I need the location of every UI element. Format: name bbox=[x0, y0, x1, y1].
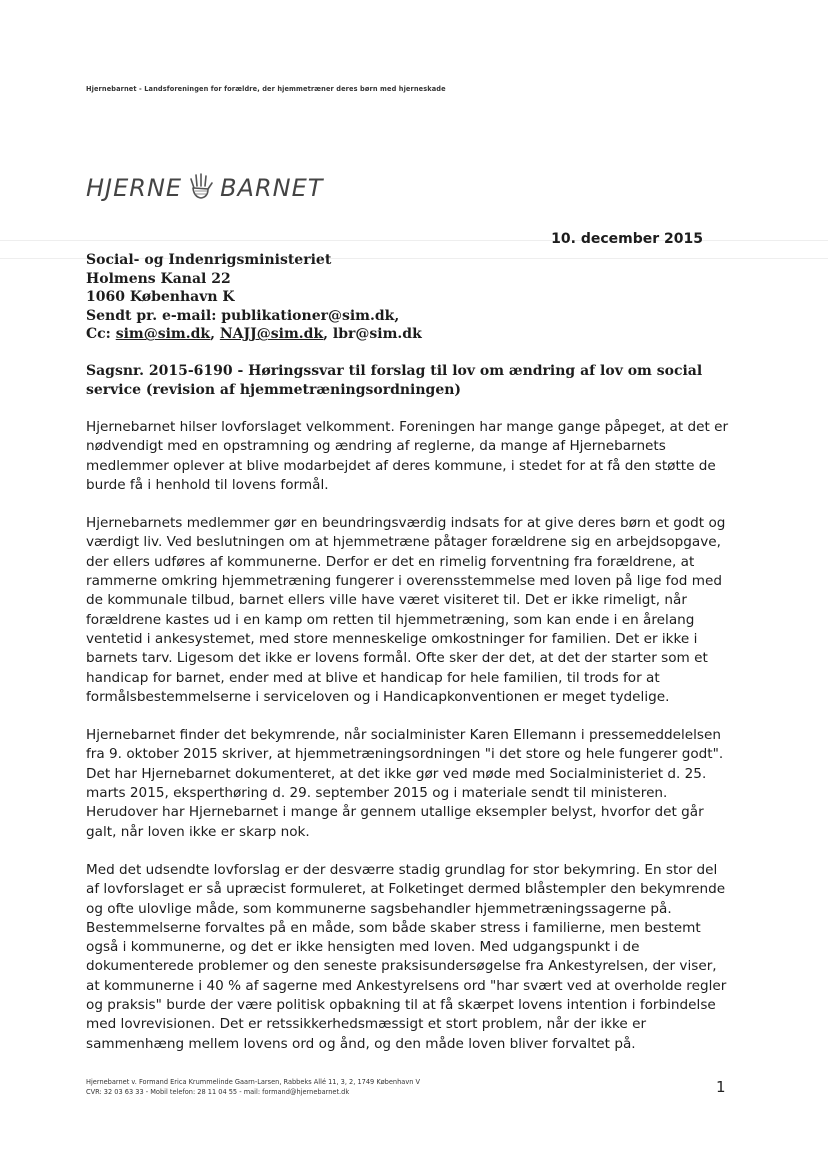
footer bbox=[86, 1077, 420, 1097]
address-line: Holmens Kanal 22 bbox=[86, 270, 231, 287]
letter-subject: Sagsnr. 2015-6190 - Høringssvar til forslag til lov om ændring af lov om social service (revision af hjemmetræningsordningen) bbox=[86, 363, 703, 398]
letterhead-tagline: Hjernebarnet - Landsforeningen for forældre, der hjemmetræner deres børn med hjerneskade bbox=[86, 85, 446, 93]
footer-address: Hjernebarnet v. Formand Erica Krummelinde Gaarn-Larsen, Rabbeks Allé 11, 3, 2, 1749 København V bbox=[86, 1078, 421, 1086]
logo-text-right: BARNET bbox=[220, 174, 324, 202]
letter-date: 10. december 2015 bbox=[551, 231, 703, 247]
cc-email: lbr@sim.dk bbox=[332, 326, 422, 343]
cc-email-link[interactable]: NAJJ@sim.dk bbox=[219, 326, 324, 343]
logo-text-left: HJERNE bbox=[86, 174, 183, 202]
scan-faint-line bbox=[0, 240, 828, 241]
address-line: 1060 København K bbox=[86, 289, 235, 306]
body-paragraph: Hjernebarnet finder det bekymrende, når socialminister Karen Ellemann i pressemeddelelsen fra 9. oktober 2015 skriver, at hjemmetræningsordningen "i det store og hele fungerer godt". Det har Hjernebarnet dokumenteret, at det ikke gør ved møde med Socialministeriet d. 25. marts 2015, eksperthøring d. 29. september 2015 og i materiale sendt til ministeren. Herudover har Hjernebarnet i mange år gennem utallige eksempler belyst, hvorfor det går galt, når loven ikke er skarp nok. bbox=[86, 727, 724, 840]
logo bbox=[86, 170, 323, 202]
email-line: Sendt pr. e-mail: publikationer@sim.dk, bbox=[86, 307, 400, 324]
hand-icon bbox=[185, 170, 217, 202]
recipient-address bbox=[86, 251, 422, 344]
letter-body bbox=[86, 418, 734, 1073]
cc-line bbox=[86, 325, 422, 344]
cc-email-link[interactable]: sim@sim.dk bbox=[115, 326, 211, 343]
body-paragraph: Hjernebarnets medlemmer gør en beundringsværdig indsats for at give deres børn et godt og værdigt liv. Ved beslutningen om at hjemmetræne påtager forældrene sig en arbejdsopgave, der ellers udføres af kommunerne. Derfor er det en rimelig forventning fra forældrene, at rammerne omkring hjemmetræning fungerer i overensstemmelse med loven på lige fod med de kommunale tilbud, barnet ellers ville have været visiteret til. Det er ikke rimeligt, når forældrene kastes ud i en kamp om retten til hjemmetræning, som kan ende i en årelang ventetid i ankesystemet, med store menneskelige omkostninger for familien. Det er ikke i barnets tarv. Ligesom det ikke er lovens formål. Ofte sker der det, at det der starter som et handicap for barnet, ender med at blive et handicap for hele familien, til trods for at formålsbestemmelserne i serviceloven og i Handicapkonventionen er meget tydelige. bbox=[86, 515, 726, 705]
cc-separator: , bbox=[323, 326, 333, 343]
cc-prefix: Cc: bbox=[86, 326, 116, 343]
cc-separator: , bbox=[210, 326, 220, 343]
body-paragraph: Hjernebarnet hilser lovforslaget velkomment. Foreningen har mange gange påpeget, at det er nødvendigt med en opstramning og ændring af reglerne, da mange af Hjernebarnets medlemmer oplever at blive modarbejdet af deres kommune, i stedet for at få den støtte de burde få i henhold til lovens formål. bbox=[86, 419, 729, 493]
footer-contact: CVR: 32 03 63 33 - Mobil telefon: 28 11 04 55 - mail: formand@hjernebarnet.dk bbox=[86, 1088, 350, 1096]
address-line: Social- og Indenrigsministeriet bbox=[86, 252, 332, 268]
body-paragraph: Med det udsendte lovforslag er der desværre stadig grundlag for stor bekymring. En stor del af lovforslaget er så upræcist formuleret, at Folketinget dermed blåstempler den bekymrende og ofte ulovlige måde, som kommunerne sagsbehandler hjemmetræningssagerne på. Bestemmelserne forvaltes på en måde, som både skaber stress i familierne, men bestemt også i kommunerne, og det er ikke hensigten med loven. Med udgangspunkt i de dokumenterede problemer og den seneste praksisundersøgelse fra Ankestyrelsen, der viser, at kommunerne i 40 % af sagerne med Ankestyrelsens ord "har svært ved at overholde regler og praksis" burde der være politisk opbakning til at få skærpet lovens intention i forbindelse med lovrevisionen. Det er retssikkerhedsmæssigt et stort problem, når der ikke er sammenhæng mellem lovens ord og ånd, og den måde loven bliver forvaltet på. bbox=[86, 861, 727, 1052]
page-number: 1 bbox=[716, 1078, 726, 1096]
